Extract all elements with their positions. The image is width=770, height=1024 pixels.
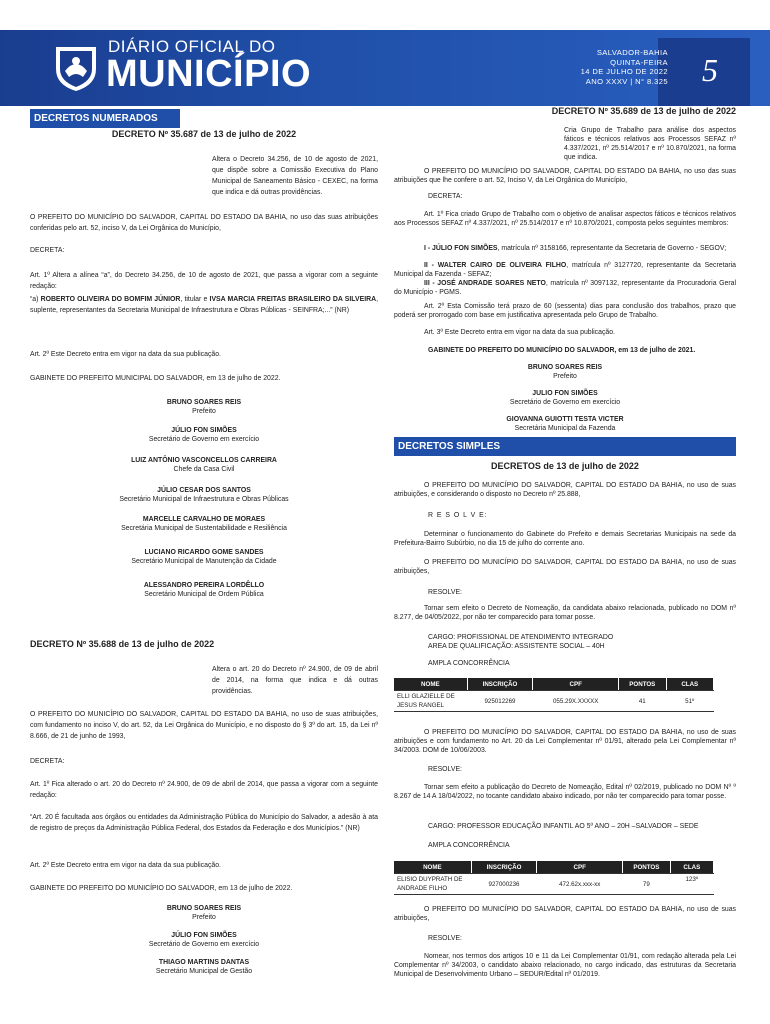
decree-35688-quote: “Art. 20 É facultada aos órgãos ou entidades da Administração Pública do Município do Salvador, a adesão à ata de registro de preços da Administração Pública Federal, dos Estados da Federação e dos Municípios.” (NR) (30, 814, 378, 832)
signature-name: BRUNO SOARES REIS (527, 364, 603, 371)
quote-name-titular: ROBERTO OLIVEIRA DO BOMFIM JÚNIOR (40, 296, 181, 303)
member-name: III - JOSÉ ANDRADE SOARES NETO (424, 280, 546, 287)
signature-role: Prefeito (553, 373, 577, 380)
ds-cargo-1: CARGO: PROFISSIONAL DE ATENDIMENTO INTEGRADO (428, 634, 614, 641)
col-cpf: CPF (533, 678, 619, 691)
signature-name: BRUNO SOARES REIS (166, 905, 242, 912)
signature-block (30, 958, 378, 976)
signature-name: JULIO FON SIMÕES (532, 390, 598, 397)
signature-block (30, 904, 378, 931)
cell-nome: ELISIO DUYPRATH DE ANDRADE FILHO (394, 874, 471, 895)
city-coat-of-arms-icon (52, 43, 100, 93)
decree-35688-preamble: O PREFEITO DO MUNICÍPIO DO SALVADOR, CAPITAL DO ESTADO DA BAHIA, no uso de suas atribuições, com fundamento no inciso V, do art. 52, da Lei Orgânica do Município, e no disposto do § 3º do art. 15, da Lei nº 8.666, de 21 de junho de 1993, (30, 711, 378, 740)
cell-nome: ELLI GLAZIELLE DE JESUS RANGEL (394, 691, 467, 712)
table-row (394, 691, 714, 712)
edition-number: ANO XXXV | N° 8.325 (585, 76, 668, 86)
signature-block (394, 415, 736, 433)
decree-35688-summary: Altera o art. 20 do Decreto nº 24.900, de 09 de abril de 2014, na forma que indica e dá outras providências. (212, 666, 378, 695)
signature-role: Secretária Municipal da Fazenda (514, 425, 616, 432)
col-nome: NOME (394, 861, 471, 874)
ds-resolve-2: RESOLVE: (428, 589, 462, 596)
signature-role: Prefeito (192, 408, 216, 415)
quote-close: , suplente, representantes da Secretaria Municipal de Infraestrutura e Obras Públicas - SEINFRA;...” (NR) (30, 296, 378, 314)
signature-name: JÚLIO CESAR DOS SANTOS (157, 487, 251, 494)
decree-35687-quote (30, 294, 378, 316)
ds-paragraph-6: Tornar sem efeito a publicação do Decreto de Nomeação, Edital nº 02/2019, publicado no DOM Nº º 8.267 de 14 A 18/04/2022, no tocante candidato abaixo indicado, por não ter comparecido para tomar posse. (394, 784, 736, 800)
member-name: I - JÚLIO FON SIMÕES (424, 245, 498, 252)
signature-role: Secretário Municipal de Ordem Pública (144, 591, 264, 598)
table-header-row (394, 861, 714, 874)
decree-35687-title: DECRETO Nº 35.687 de 13 de julho de 2022 (111, 129, 297, 139)
decree-35689-member-1 (394, 244, 736, 253)
signature-block (30, 398, 378, 426)
section-header-decretos-numerados: DECRETOS NUMERADOS (30, 109, 180, 128)
col-pontos: PONTOS (619, 678, 666, 691)
decree-35689-art2: Art. 2º Esta Comissão terá prazo de 60 (sessenta) dias para conclusão dos trabalhos, prazo que poderá ser prorrogado com base em justificativa apresentada pelo Grupo de Trabalho. (394, 303, 736, 319)
quote-open: “a) (30, 296, 41, 303)
decree-35689-member-3 (394, 279, 736, 297)
decree-35687-preamble: O PREFEITO DO MUNICÍPIO DO SALVADOR, CAPITAL DO ESTADO DA BAHIA, no uso das suas atribuições conferidas pelo art. 52, inciso V, da Lei Orgânica do Município, (30, 214, 378, 232)
decree-35688-art2: Art. 2º Este Decreto entra em vigor na data da sua publicação. (30, 862, 221, 869)
decree-35688-title: DECRETO Nº 35.688 de 13 de julho de 2022 (30, 639, 215, 649)
cell-pontos: 41 (619, 691, 666, 712)
member-detail: , matrícula nº 3127720, representante da Secretaria Municipal da Fazenda - SEFAZ; (394, 262, 736, 278)
signature-name: MARCELLE CARVALHO DE MORAES (142, 516, 266, 523)
signature-name: LUCIANO RICARDO GOME SANDES (144, 549, 264, 556)
signature-block (30, 548, 378, 581)
col-pontos: PONTOS (623, 861, 670, 874)
decree-35689-title: DECRETO Nº 35.689 de 13 de julho de 2022 (551, 106, 736, 116)
ds-cargo-2: CARGO: PROFESSOR EDUCAÇÃO INFANTIL AO 5º ANO – 20H –SALVADOR – SEDE (428, 823, 699, 830)
quote-mid: , titular e (180, 296, 210, 303)
ds-paragraph-7: O PREFEITO DO MUNICÍPIO DO SALVADOR, CAPITAL DO ESTADO DA BAHIA, no uso de suas atribuições, (394, 906, 736, 922)
decretos-simples-title: DECRETOS de 13 de julho de 2022 (491, 461, 639, 471)
edition-date: 14 DE JULHO DE 2022 (580, 67, 668, 76)
signature-name: BRUNO SOARES REIS (166, 399, 242, 406)
signature-name: THIAGO MARTINS DANTAS (158, 959, 250, 966)
signature-role: Secretário Municipal de Infraestrutura e Obras Públicas (119, 496, 289, 503)
signature-block (30, 456, 378, 486)
decree-35687-gabinete: GABINETE DO PREFEITO MUNICIPAL DO SALVADOR, em 13 de julho de 2022. (30, 375, 281, 382)
signature-block (30, 931, 378, 958)
ds-paragraph-5: O PREFEITO DO MUNICÍPIO DO SALVADOR, CAPITAL DO ESTADO DA BAHIA, no uso de suas atribuições e com fundamento no Art. 20 da Lei Complementar nº 01/91, alterado pela Lei Complementar nº 34/2003. DOM de 10/06/2003. (394, 729, 736, 754)
ds-paragraph-2: Determinar o funcionamento do Gabinete do Prefeito e demais Secretarias Municipais na sede da Prefeitura-Bairro Subúrbio, no dia 15 de julho do corrente ano. (394, 531, 736, 547)
signature-role: Secretário de Governo em exercício (148, 436, 260, 443)
decree-35689-signatures (394, 363, 736, 433)
page-number: 5 (702, 52, 718, 88)
ds-ampla-1: AMPLA CONCORRÊNCIA (428, 660, 510, 667)
ds-resolve-4: RESOLVE: (428, 935, 462, 942)
decree-35689-art1: Art. 1º Fica criado Grupo de Trabalho com o objetivo de analisar aspectos fáticos e técnicos relativos aos Processos SEFAZ nº 4.337/2021, nº 25.514/2017 e nº 10.870/2021, composta pelos seguintes membros: (394, 211, 736, 227)
cell-cpf: 472.62x.xxx-xx (537, 874, 623, 895)
signature-name: GIOVANNA GUIOTTI TESTA VICTER (506, 416, 624, 423)
col-nome: NOME (394, 678, 467, 691)
decree-35687-signatures (30, 398, 378, 609)
col-inscricao: INSCRIÇÃO (471, 861, 537, 874)
col-cpf: CPF (537, 861, 623, 874)
decree-35689-gabinete: GABINETE DO PREFEITO DO MUNICÍPIO DO SALVADOR, em 13 de julho de 2021. (428, 347, 696, 354)
ds-resolve-3: RESOLVE: (428, 766, 462, 773)
cell-cpf: 055.29X.XXXXX (533, 691, 619, 712)
decree-35688-decreta: DECRETA: (30, 758, 65, 765)
signature-block (30, 486, 378, 515)
table-header-row (394, 678, 714, 691)
signature-role: Prefeito (192, 914, 216, 921)
col-inscricao: INSCRIÇÃO (467, 678, 533, 691)
signature-role: Chefe da Casa Civil (173, 466, 235, 473)
ds-resolve-1: R E S O L V E: (428, 512, 488, 519)
edition-city: SALVADOR-BAHIA (596, 48, 668, 57)
decree-35689-summary: Cria Grupo de Trabalho para análise dos aspectos fáticos e técnicos relativos aos Processos SEFAZ nº 4.337/2021, nº 25.514/2017 e nº 10.870/2021, na forma que indica. (564, 127, 736, 161)
signature-name: JÚLIO FON SIMÕES (171, 427, 237, 434)
ds-paragraph-3: O PREFEITO DO MUNICÍPIO DO SALVADOR, CAPITAL DO ESTADO DA BAHIA, no uso de suas atribuições, (394, 559, 736, 575)
signature-role: Secretário Municipal de Gestão (155, 968, 253, 975)
decree-35687-summary: Altera o Decreto 34.256, de 10 de agosto de 2021, que dispõe sobre a Comissão Executiva do Plano Municipal de Saneamento Básico - CEXEC, na forma que indica e dá outras providências. (212, 156, 378, 196)
decree-35689-preamble: O PREFEITO DO MUNICÍPIO DO SALVADOR, CAPITAL DO ESTADO DA BAHIA, no uso das suas atribuições que lhe confere o art. 52, Inciso V, da Lei Orgânica do Município, (394, 168, 736, 184)
decree-35687-decreta: DECRETA: (30, 247, 65, 254)
signature-role: Secretário de Governo em exercício (509, 399, 621, 406)
ds-paragraph-1: O PREFEITO DO MUNICÍPIO DO SALVADOR, CAPITAL DO ESTADO DA BAHIA, no uso de suas atribuições, e considerando o disposto no Decreto nº 25.888, (394, 482, 736, 498)
decree-35688-art1: Art. 1º Fica alterado o art. 20 do Decreto nº 24.900, de 09 de abril de 2014, que passa a vigorar com a seguinte redação: (30, 781, 378, 799)
cell-inscricao: 927000236 (471, 874, 537, 895)
decree-35689-member-2 (394, 261, 736, 279)
signature-role: Secretário Municipal de Manutenção da Cidade (131, 558, 277, 565)
signature-block (30, 426, 378, 456)
decree-35687-art2: Art. 2º Este Decreto entra em vigor na data da sua publicação. (30, 351, 221, 358)
edition-weekday: QUINTA-FEIRA (610, 57, 668, 67)
nomination-table-1 (394, 678, 714, 712)
cell-inscricao: 925012269 (467, 691, 533, 712)
masthead-title-top: DIÁRIO OFICIAL DO (108, 37, 276, 56)
decree-35689-decreta: DECRETA: (428, 193, 463, 200)
signature-block (30, 581, 378, 609)
decree-35689-art3: Art. 3º Este Decreto entra em vigor na data da sua publicação. (424, 329, 615, 336)
member-detail: , matrícula nº 3158166, representante da Secretaria de Governo - SEGOV; (497, 245, 727, 252)
signature-name: ALESSANDRO PEREIRA LORDÊLLO (143, 582, 265, 589)
signature-role: Secretária Municipal de Sustentabilidade e Resiliência (121, 525, 287, 532)
table-row (394, 874, 714, 895)
right-column (394, 106, 736, 1011)
decree-35687-art1: Art. 1º Altera a alínea “a”, do Decreto 34.256, de 10 de agosto de 2021, que passa a vigorar com a seguinte redação: (30, 272, 378, 290)
cell-clas: 51º (666, 691, 713, 712)
signature-block (394, 363, 736, 389)
col-clas: CLAS (666, 678, 713, 691)
nomination-table-2 (394, 861, 714, 895)
cell-pontos: 79 (623, 874, 670, 895)
member-detail: , matrícula nº 3097132, representante da Procuradoria Geral do Município - PGMS. (394, 280, 737, 296)
signature-name: LUIZ ANTÔNIO VASCONCELLOS CARREIRA (131, 457, 277, 464)
left-column (30, 106, 378, 1011)
ds-ampla-2: AMPLA CONCORRÊNCIA (428, 842, 510, 849)
col-clas: CLAS (670, 861, 713, 874)
decree-35688-gabinete: GABINETE DO PREFEITO DO MUNICÍPIO DO SALVADOR, em 13 de julho de 2022. (30, 885, 293, 892)
member-name: II - WALTER CAIRO DE OLIVEIRA FILHO (424, 262, 567, 269)
signature-name: JÚLIO FON SIMÕES (171, 932, 237, 939)
quote-name-suplente: IVSA MARCIA FREITAS BRASILEIRO DA SILVEIRA (209, 296, 377, 303)
signature-block (30, 515, 378, 548)
decree-35688-signatures (30, 904, 378, 976)
signature-block (394, 389, 736, 415)
masthead-title-main: MUNICÍPIO (106, 53, 312, 95)
signature-role: Secretário de Governo em exercício (148, 941, 260, 948)
ds-paragraph-4: Tornar sem efeito o Decreto de Nomeação, da candidata abaixo relacionada, publicado no DOM nº 8.277, de 04/05/2022, por não ter comparecido para tomar posse. (394, 605, 736, 621)
edition-info (581, 48, 668, 86)
masthead (0, 0, 770, 106)
section-header-decretos-simples: DECRETOS SIMPLES (394, 437, 736, 456)
cell-clas: 123º (670, 874, 713, 895)
ds-area-1: AREA DE QUALIFICAÇÃO: ASSISTENTE SOCIAL – 40H (428, 643, 605, 650)
ds-paragraph-8: Nomear, nos termos dos artigos 10 e 11 da Lei Complementar 01/91, com redação alterada pela Lei Complementar nº 34/2003, o candidato abaixo relacionado, no cargo indicado, das estruturas da Secretaria Municipal de Desenvolvimento Urbano – SEDUR/Edital nº 01/2019. (394, 953, 736, 978)
